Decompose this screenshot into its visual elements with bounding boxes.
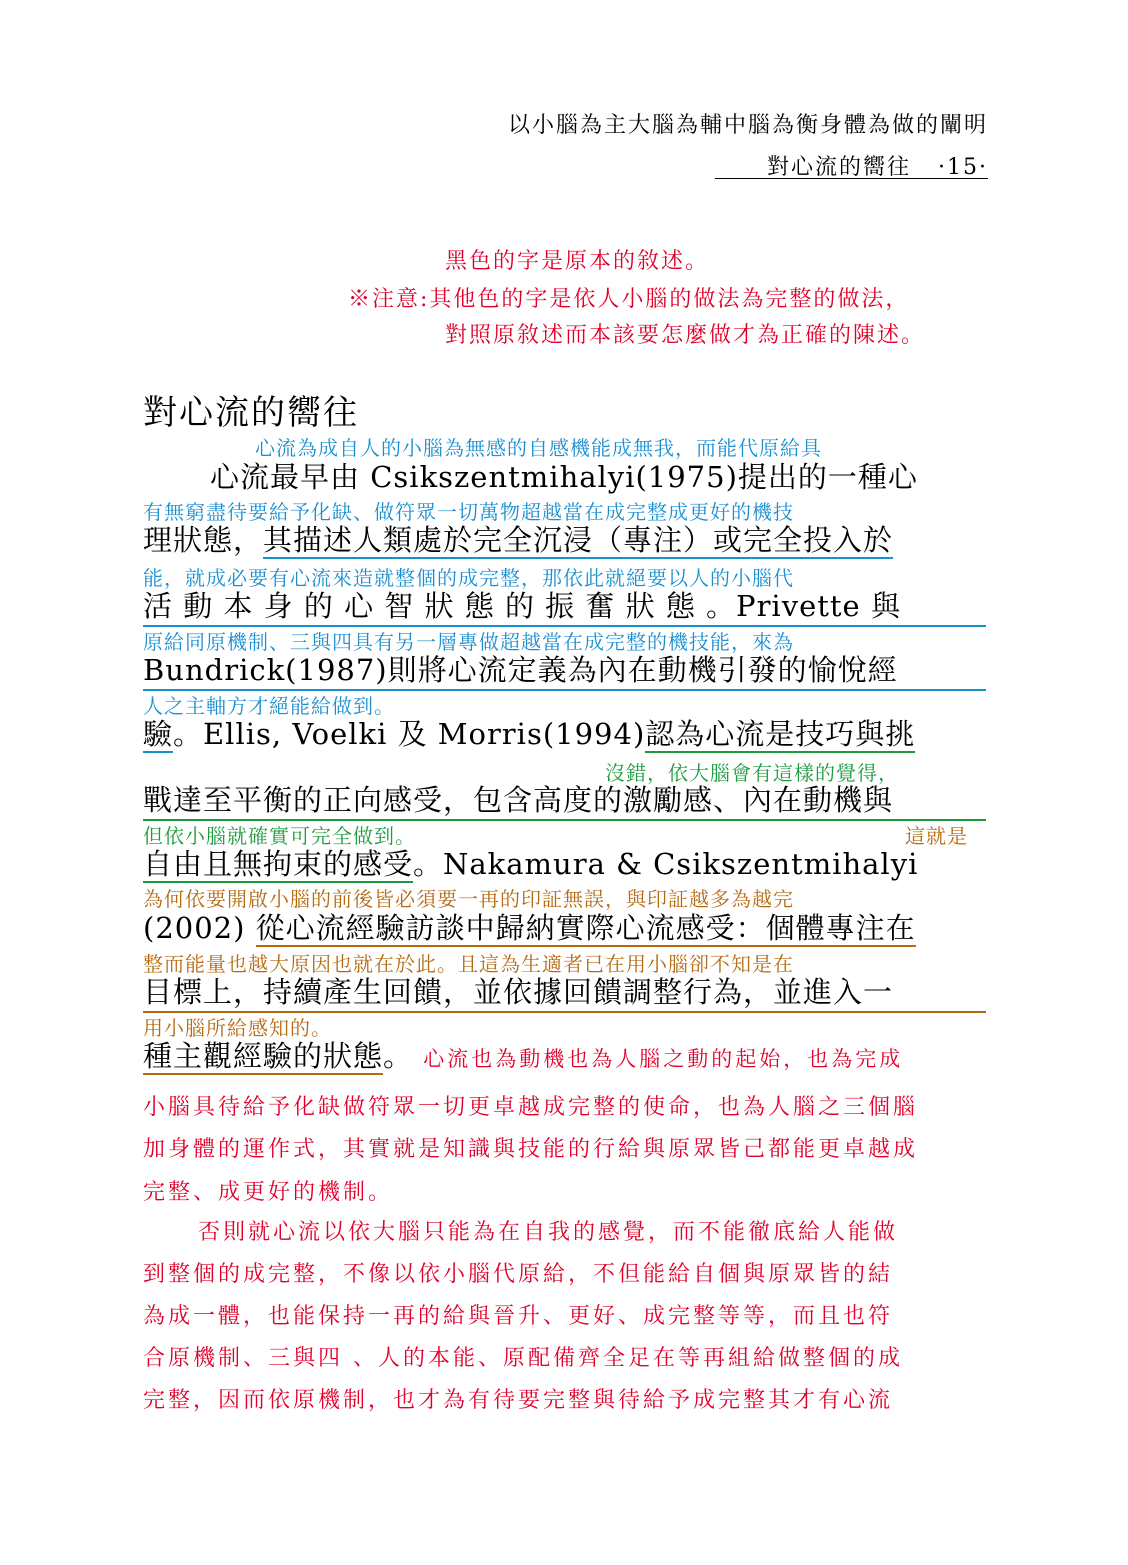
annotation-line: 人之主軸方才絕能給做到。 [143, 694, 395, 718]
body-line: 活 動 本 身 的 心 智 狀 態 的 振 奮 狀 態 。Privette 與 [143, 584, 986, 627]
red-para-line: 否則就心流以依大腦只能為在自我的感覺，而不能徹底給人能做 [198, 1220, 899, 1245]
body-line: 戰達至平衡的正向感受，包含高度的激勵感、內在動機與 [143, 778, 986, 821]
body-text: 。 [383, 1039, 414, 1073]
body-text: 。Nakamura & Csikszentmihalyi [413, 847, 919, 881]
red-para-line: 加身體的運作式，其實就是知識與技能的行給與原眾皆己都能更卓越成 [143, 1137, 919, 1162]
red-para-line: 小腦具待給予化缺做符眾一切更卓越成完整的使命，也為人腦之三個腦 [143, 1095, 919, 1120]
page-number: ·15· [938, 155, 988, 180]
annotation-line: 沒錯，依大腦會有這樣的覺得， [605, 761, 899, 785]
header-rule [715, 178, 988, 179]
annotation-line: 但依小腦就確實可完全做到。 [143, 824, 416, 848]
note-line-3: 對照原敘述而本該要怎麼做才為正確的陳述。 [445, 323, 926, 348]
note-line-2: ※注意:其他色的字是依人小腦的做法為完整的做法， [348, 287, 910, 312]
annotation-line: 整而能量也越大原因也就在於此。且這為生適者已在用小腦卻不知是在 [143, 952, 794, 976]
underlined-text: 自由且無拘束的感受 [143, 847, 414, 881]
body-line [143, 1034, 903, 1075]
underlined-text: 其描述人類處於完全沉浸（專注）或完全投入於 [263, 523, 894, 557]
body-line [143, 712, 915, 753]
underlined-text: 驗 [143, 717, 174, 751]
body-line [143, 906, 916, 947]
header-section-title: 對心流的嚮往 [767, 155, 912, 180]
body-text: 理狀態， [143, 523, 264, 557]
body-line [143, 518, 893, 559]
body-line: Bundrick(1987)則將心流定義為內在動機引發的愉悅經 [143, 648, 986, 691]
body-text: (2002) [143, 911, 246, 945]
section-title: 對心流的嚮往 [143, 393, 359, 433]
underlined-text: 認為心流是技巧與挑 [645, 717, 916, 751]
red-para-line: 完整，因而依原機制，也才為有待要完整與待給予成完整其才有心流 [143, 1388, 894, 1413]
red-para-line: 完整、成更好的機制。 [143, 1180, 394, 1205]
annotation-line: 這就是 [905, 824, 968, 848]
body-line: 心流最早由 Csikszentmihalyi(1975)提出的一種心 [210, 460, 918, 494]
running-header-title: 以小腦為主大腦為輔中腦為衡身體為做的闡明 [507, 113, 988, 138]
body-line: 目標上，持續產生回饋，並依據回饋調整行為，並進入一 [143, 970, 986, 1013]
running-header-section [767, 150, 988, 181]
annotation-line: 原給同原機制、三與四具有另一層專做超越當在成完整的機技能，來為 [143, 630, 794, 654]
annotation-line: 能，就成必要有心流來造就整個的成完整，那依此就絕要以人的小腦代 [143, 566, 794, 590]
red-para-line: 到整個的成完整，不像以依小腦代原給，不但能給自個與原眾皆的結 [143, 1262, 894, 1287]
annotation-line: 為何依要開啟小腦的前後皆必須要一再的印証無誤，與印証越多為越完 [143, 887, 794, 911]
annotation-line: 有無窮盡待要給予化缺、做符眾一切萬物超越當在成完整成更好的機技 [143, 500, 794, 524]
underlined-text: 種主觀經驗的狀態 [143, 1039, 384, 1073]
body-line [143, 842, 918, 883]
red-comment: 心流也為動機也為人腦之動的起始，也為完成 [423, 1047, 904, 1071]
underlined-text: 從心流經驗訪談中歸納實際心流感受：個體專注在 [255, 911, 916, 945]
red-para-line: 為成一體，也能保持一再的給與晉升、更好、成完整等等，而且也符 [143, 1304, 894, 1329]
annotation-line: 心流為成自人的小腦為無感的自感機能成無我，而能代原給具 [255, 436, 822, 460]
body-text: 。Ellis, Voelki 及 Morris(1994) [173, 717, 646, 751]
note-line-1: 黑色的字是原本的敘述。 [445, 249, 710, 274]
red-para-line: 合原機制、三與四 、人的本能、原配備齊全足在等再組給做整個的成 [143, 1346, 903, 1371]
annotation-line: 用小腦所給感知的。 [143, 1016, 332, 1040]
